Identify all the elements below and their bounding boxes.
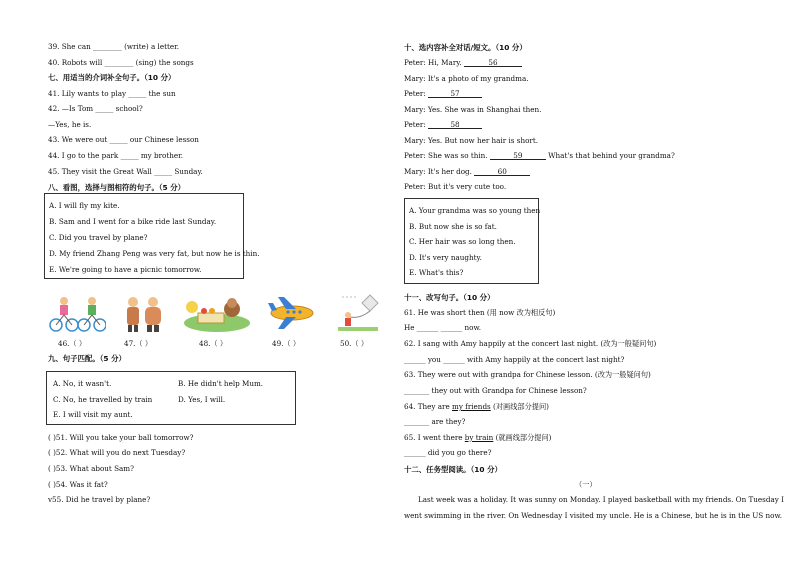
option-8-d: D. My friend Zhang Peng was very fat, but now he is thin. [49,249,260,258]
picture-46-label: 46.（ ） [58,339,87,348]
option-9-a: A. No, it wasn't. [53,379,112,388]
question-instruction: (就画线部分提问) [493,433,552,442]
blank-57: 57 [428,89,482,98]
option-10-b: B. But now she is so fat. [409,222,497,231]
option-8-e: E. We're going to have a picnic tomorrow. [49,265,202,274]
option-9-b: B. He didn't help Mum. [178,379,264,388]
blank-58: 58 [428,120,482,129]
question-51: ( )51. Will you take your ball tomorrow? [48,433,194,442]
question-64-answer: _______ are they? [404,417,466,426]
reading-paragraph-line-1: Last week was a holiday. It was sunny on Monday. I played basketball with my friends. On Tuesday I [418,495,784,504]
option-10-a: A. Your grandma was so young then [409,206,541,215]
two-kids-icon [122,295,166,333]
option-8-a: A. I will fly my kite. [49,201,120,210]
dialogue-line-9: Peter: But it's very cute too. [404,182,507,191]
options-box-10 [404,198,539,284]
dialogue-text: Mary: It's her dog. [404,167,475,176]
question-text: 64. They are [404,402,452,411]
question-62-answer: ______ you ______ with Amy happily at the concert last night? [404,355,625,364]
question-instruction: (对画线部分提问) [490,402,549,411]
blank-60: 60 [474,167,530,176]
dialogue-text: Peter: Hi, Mary. [404,58,464,67]
dialogue-line-7 [404,151,675,160]
question-42-answer: —Yes, he is. [48,120,92,129]
reading-part-label: （一） [575,480,597,489]
question-40: 40. Robots will ________ (sing) the songs [48,58,194,67]
section-11-heading: 十一、改写句子。（10 分） [404,293,495,302]
question-64 [404,402,549,412]
question-62: 62. I sang with Amy happily at the concert last night. (改为一般疑问句) [404,339,657,348]
option-9-c: C. No, he travelled by train [53,395,153,404]
section-8-heading: 八、看图，选择与图相符的句子。（5 分） [48,183,186,192]
plane-icon [268,295,316,333]
option-9-e: E. I will visit my aunt. [53,410,133,419]
question-61-answer: He ______ ______ now. [404,323,482,332]
children-bike-icon [48,295,106,333]
dialogue-line-6: Mary: Yes. But now her hair is short. [404,136,539,145]
kite-icon [336,293,380,333]
blank-56: 56 [464,58,522,67]
option-10-d: D. It's very naughty. [409,253,482,262]
dialogue-text: Peter: She was so thin. [404,151,490,160]
picture-50-label: 50.（ ） [340,339,369,348]
option-8-b: B. Sam and I went for a bike ride last Sunday. [49,217,217,226]
question-43: 43. We were out _____ our Chinese lesson [48,135,199,144]
question-44: 44. I go to the park _____ my brother. [48,151,184,160]
section-9-heading: 九、句子匹配。（5 分） [48,354,126,363]
question-54: ( )54. Was it fat? [48,480,108,489]
section-10-heading: 十、选内容补全对话/短文。（10 分） [404,43,527,52]
dialogue-text: Peter: [404,89,429,98]
dialogue-text: What's that behind your grandma? [545,151,675,160]
question-55: v55. Did he travel by plane? [48,495,151,504]
section-7-heading: 七、用适当的介词补全句子。（10 分） [48,73,176,82]
picture-48-label: 48.（ ） [199,339,228,348]
option-10-c: C. Her hair was so long then. [409,237,516,246]
option-10-e: E. What's this? [409,268,464,277]
underlined-phrase: my friends [452,402,491,411]
dialogue-line-3 [404,89,482,98]
dialogue-line-1 [404,58,522,67]
question-53: ( )53. What about Sam? [48,464,134,473]
dialogue-text: Peter: [404,120,429,129]
question-65-answer: ______ did you go there? [404,448,492,457]
options-box-9 [46,371,296,425]
question-52: ( )52. What will you do next Tuesday? [48,448,186,457]
picture-47-label: 47.（ ） [124,339,153,348]
option-9-d: D. Yes, I will. [178,395,226,404]
question-45: 45. They visit the Great Wall _____ Sunday. [48,167,203,176]
dialogue-line-8 [404,167,530,176]
dialogue-line-2: Mary: It's a photo of my grandma. [404,74,529,83]
picnic-icon [182,295,252,333]
question-63: 63. They were out with grandpa for Chinese lesson. (改为一般疑问句) [404,370,651,379]
blank-59: 59 [490,151,546,160]
options-box-8 [44,193,260,279]
question-61: 61. He was short then (用 now 改为相反句) [404,308,556,317]
question-text: 65. I went there [404,433,465,442]
question-63-answer: _______ they out with Grandpa for Chinese lesson? [404,386,587,395]
reading-paragraph-line-2: went swimming in the river. On Wednesday I visited my uncle. He is a Chinese, but he is in the US now. [404,511,783,520]
underlined-phrase: by train [464,433,494,442]
option-8-c: C. Did you travel by plane? [49,233,148,242]
question-65 [404,433,552,443]
dialogue-line-4: Mary: Yes. She was in Shanghai then. [404,105,542,114]
question-41: 41. Lily wants to play _____ the sun [48,89,176,98]
question-42: 42. —Is Tom _____ school? [48,104,143,113]
picture-49-label: 49.（ ） [272,339,301,348]
section-12-heading: 十二、任务型阅读。（10 分） [404,465,502,474]
dialogue-line-5 [404,120,482,129]
question-39: 39. She can ________ (write) a letter. [48,42,180,51]
